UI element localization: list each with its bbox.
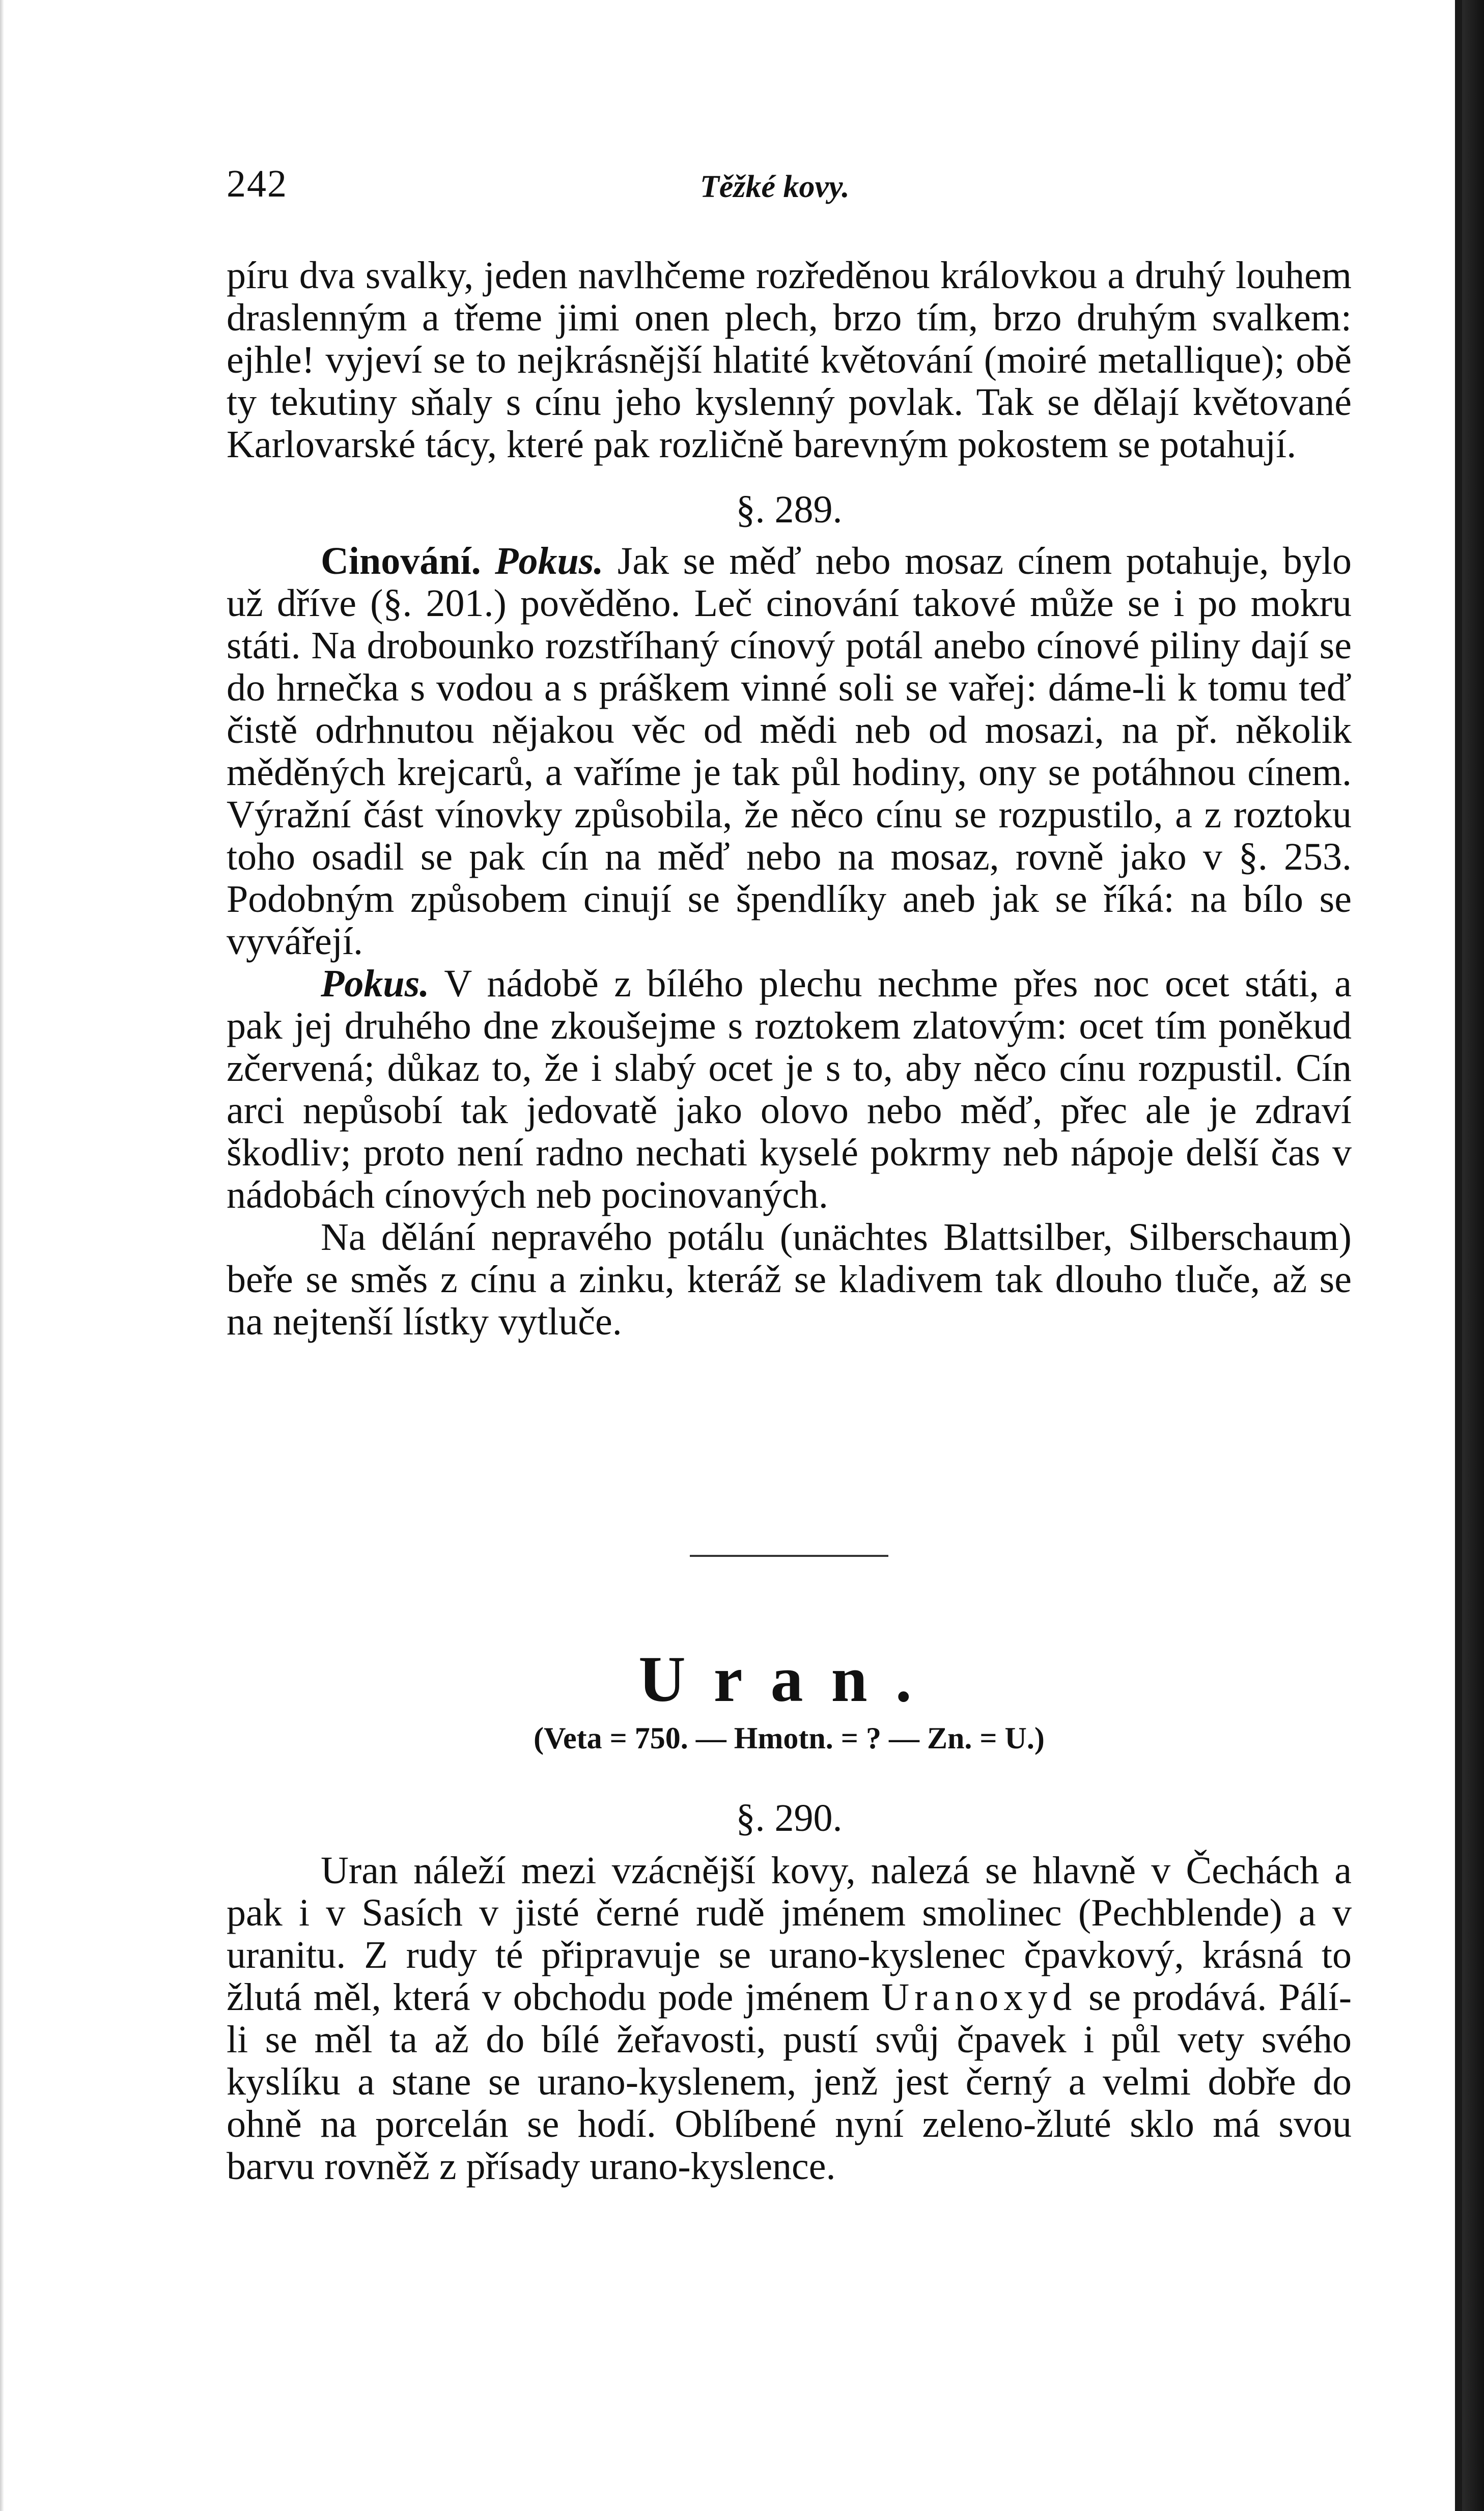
paragraph-text: se prodává. Pálí-li se měl ta až do bílé žeřavosti, pustí svůj čpavek i půl vety svého kyslíku a stane se urano-kyslenem, jenž jest černý a velmi dobře do ohně na porcelán se hodí. Oblíbené nyní zeleno-žluté sklo má svou barvu rovněž z přísady urano-kyslence. [227, 1976, 1352, 2188]
page-number: 242 [227, 162, 288, 205]
pokus-label: Pokus. [321, 962, 430, 1005]
trade-name: Uranoxyd [881, 1976, 1077, 2019]
section-mark-289: §. 289. [736, 488, 843, 531]
section-mark-290: §. 290. [736, 1797, 843, 1839]
element-properties: (Veta = 750. — Hmotn. = ? — Zn. = U.) [534, 1721, 1045, 1755]
paragraph-potal: Na dělání nepravého potálu (unächtes Blattsilber, Silberschaum) beře se směs z cínu a zinku, kteráž se kladivem tak dlouho tluče, až se na nejtenší lístky vytluče. [227, 1216, 1352, 1343]
paragraph-text: Jak se měď nebo mosaz cínem potahuje, bylo už dříve (§. 201.) pověděno. Leč cinování takové může se i po mokru státi. Na drobounko rozstříhaný cínový potál anebo cínové piliny dají se do hrnečka s vodou a s práškem vinné soli se vařej: dáme-li k tomu teď čistě odrhnutou nějakou věc od mědi neb od mosazi, na př. několik měděných krejcarů, a vaříme je tak půl hodiny, ony se potáhnou cínem. Výražní část vínovky způsobila, že něco cínu se rozpustilo, a z roztoku toho osadil se pak cín na měď nebo na mosaz, rovně jako v §. 253. Podobným způsobem cinují se špendlíky aneb jak se říká: na bílo se vyvářejí. [227, 540, 1352, 963]
chapter-title-uran: Uran. [638, 1643, 940, 1715]
paragraph-pokus-ocet [227, 963, 1352, 1216]
paragraph-cinovani [227, 540, 1352, 963]
page-header [227, 162, 1347, 218]
paragraph-text: V nádobě z bílého plechu nechme přes noc ocet státi, a pak jej druhého dne zkoušejme s roztokem zlatovým: ocet tím poněkud zčervená; důkaz to, že i slabý ocet je s to, aby něco cínu rozpustil. Cín arci nepůsobí tak jedovatě jako olovo nebo měď, přec ale je zdraví škodliv; proto není radno nechati kyselé pokrmy neb nápoje delší čas v nádobách cínových neb pocinovaných. [227, 962, 1352, 1216]
text-column-uran [227, 1797, 1352, 2188]
text-column-top [227, 255, 1352, 1343]
section-divider [690, 1555, 888, 1557]
paragraph-uran [227, 1850, 1352, 2188]
paragraph-text: Uran náleží mezi vzácnější kovy, nalezá se hlavně v Čechách a pak i v Sasích v jisté černé rudě jménem smolinec (Pechblende) a v uranitu. Z rudy té připravuje se urano-kyslenec čpavkový, krásná to žlutá měl, která v obchodu pode jménem [227, 1849, 1352, 2019]
page-right-edge [1451, 0, 1484, 2511]
paragraph-continued: píru dva svalky, jeden navlhčeme rozředěnou královkou a druhý louhem draslenným a třeme jimi onen plech, brzo tím, brzo druhým svalkem: ejhle! vyjeví se to nejkrásnější hlatité květování (moiré metallique); obě ty tekutiny sňaly s cínu jeho kyslenný povlak. Tak se dělají květované Karlovarské tácy, které pak rozličně barevným pokostem se potahují. [227, 254, 1352, 466]
paragraph-title: Cinování. [321, 540, 481, 582]
pokus-label: Pokus. [495, 540, 604, 582]
page-left-edge [0, 0, 4, 2511]
running-title: Těžké kovy. [700, 170, 850, 204]
